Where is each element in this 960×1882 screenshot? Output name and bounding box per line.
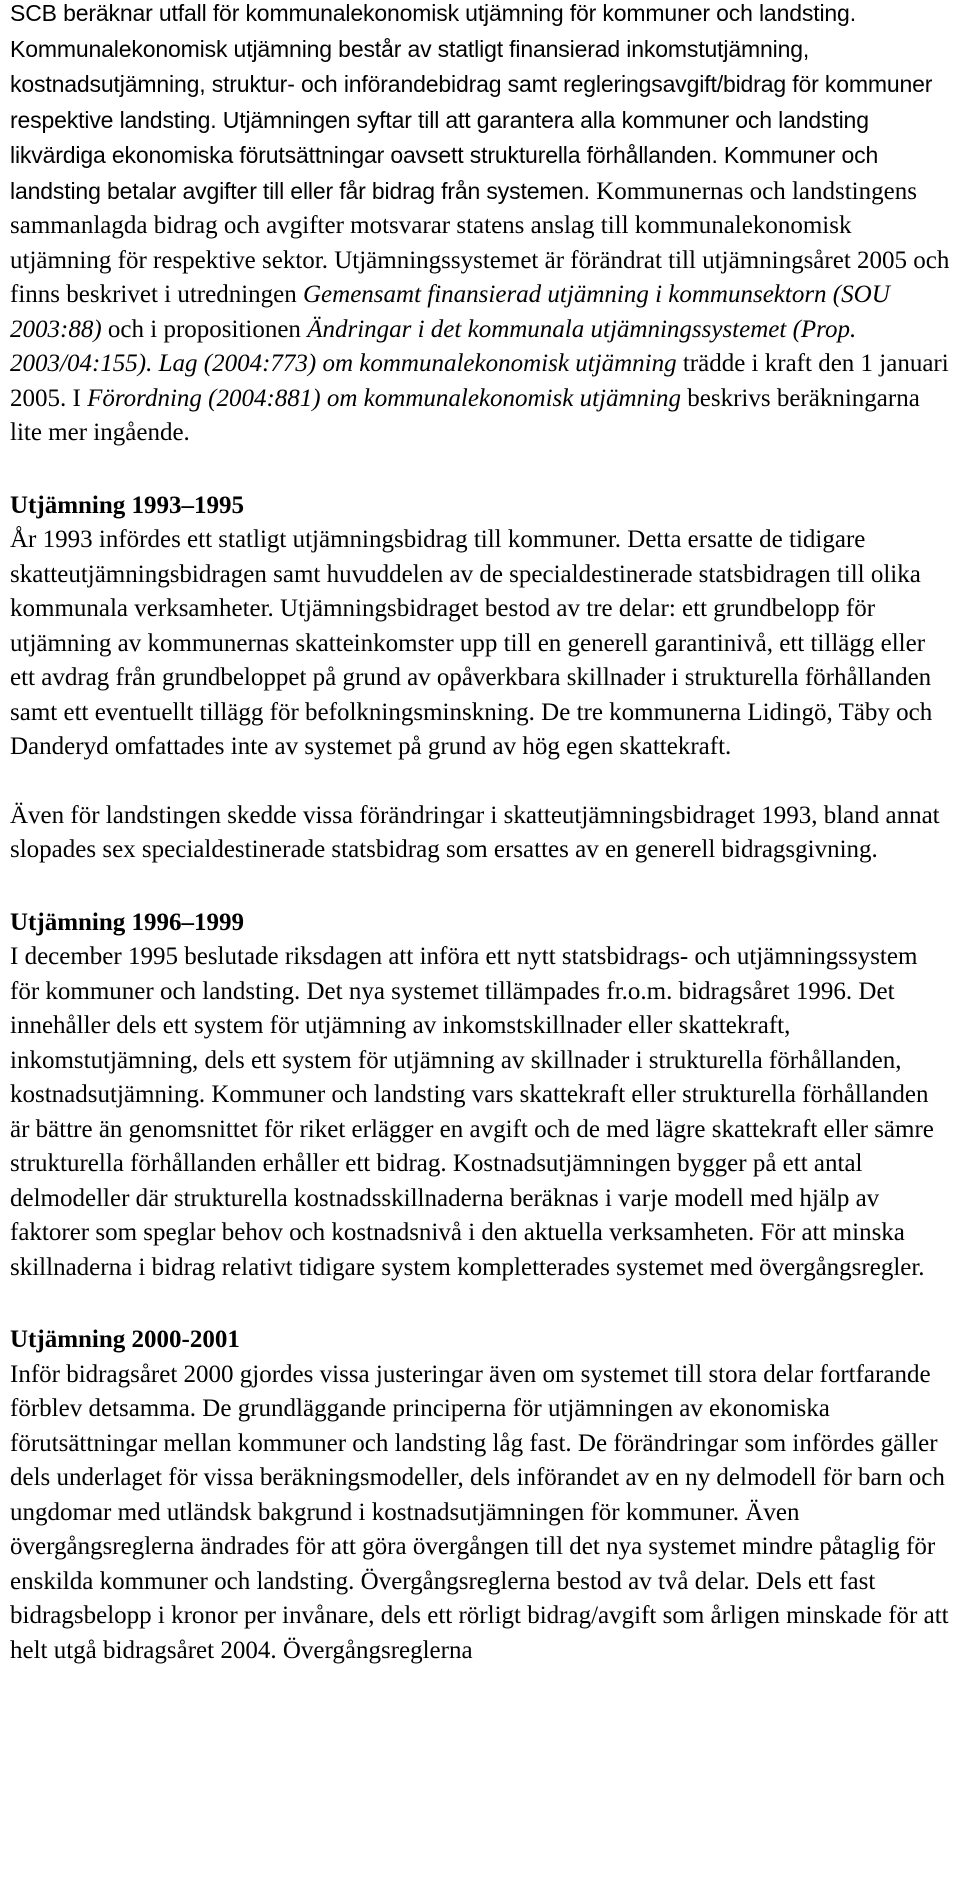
- section-1993-paragraph-2: Även för landstingen skedde vissa förändringar i skatteutjämningsbidraget 1993, bland annat slopades sex specialdestinerade statsbidrag som ersattes av en generell bidragsgivning.: [10, 801, 940, 863]
- intro-serif-text: Kommunernas och landstingens sammanlagda bidrag och avgifter motsvarar statens anslag till kommunalekonomisk utjämning för respektive sektor. Utjämningssystemet är förändrat till utjämningsåret 2005 och finns beskrivet i utredningen: [10, 177, 950, 308]
- section-1993-paragraph-1: År 1993 infördes ett statligt utjämningsbidrag till kommuner. Detta ersatte de tidigare skatteutjämningsbidragen samt huvuddelen av de specialdestinerade statsbidragen till olika kommunala verksamheter. Utjämningsbidraget bestod av tre delar: ett grundbelopp för utjämning av kommunernas skatteinkomster upp till en generell garantinivå, ett tillägg eller ett avdrag från grundbeloppet på grund av opåverkbara skillnader i strukturella förhållanden samt ett eventuellt tillägg för befolkningsminskning. De tre kommunerna Lidingö, Täby och Danderyd omfattades inte av systemet på grund av hög egen skattekraft.: [10, 526, 933, 760]
- intro-tail-text: beskrivs beräkningarna lite mer ingående.: [10, 384, 920, 446]
- intro-paragraph: [10, 0, 950, 451]
- section-heading-1993-1995: Utjämning 1993–1995: [10, 491, 245, 519]
- intro-sans-text: SCB beräknar utfall för kommunalekonomisk utjämning för kommuner och landsting. Kommunalekonomisk utjämning består av statligt finansierad inkomstutjämning, kostnadsutjämning, struktur- och införandebidrag samt regleringsavgift/bidrag för kommuner respektive landsting. Utjämningen syftar till att garantera alla kommuner och landsting likvärdiga ekonomiska förutsättningar oavsett strukturella förhållanden. Kommuner och landsting betalar avgifter till eller får bidrag från systemen.: [10, 0, 933, 204]
- intro-mid-text-1: och i propositionen: [101, 315, 308, 343]
- intro-reference-forordning: Förordning (2004:881) om kommunalekonomisk utjämning: [87, 384, 681, 412]
- intro-mid-text-2: trädde i kraft den 1 januari 2005. I: [10, 350, 949, 412]
- intro-reference-prop-lag: Ändringar i det kommunala utjämningssystemet (Prop. 2003/04:155). Lag (2004:773) om kommunalekonomisk utjämning: [10, 315, 857, 377]
- section-heading-1996-1999: Utjämning 1996–1999: [10, 908, 245, 936]
- section-2000-paragraph-1: Inför bidragsåret 2000 gjordes vissa justeringar även om systemet till stora delar fortfarande förblev detsamma. De grundläggande principerna för utjämningen av ekonomiska förutsättningar mellan kommuner och landsting låg fast. De förändringar som infördes gäller dels underlaget för vissa beräkningsmodeller, dels införandet av en ny delmodell för barn och ungdomar med utländsk bakgrund i kostnadsutjämningen för kommuner. Även övergångsreglerna ändrades för att göra övergången till det nya systemet mindre påtaglig för enskilda kommuner och landsting. Övergångsreglerna bestod av två delar. Dels ett fast bidragsbelopp i kronor per invånare, dels ett rörligt bidrag/avgift som årligen minskade för att helt utgå bidragsåret 2004. Övergångsreglerna: [10, 1360, 949, 1664]
- section-1996-paragraph-1: I december 1995 beslutade riksdagen att införa ett nytt statsbidrags- och utjämningssystem för kommuner och landsting. Det nya systemet tillämpades fr.o.m. bidragsåret 1996. Det innehåller dels ett system för utjämning av inkomstskillnader eller skattekraft, inkomstutjämning, dels ett system för utjämning av skillnader i strukturella förhållanden, kostnadsutjämning. Kommuner och landsting vars skattekraft eller strukturella förhållanden är bättre än genomsnittet för riket erlägger en avgift och de med lägre skattekraft eller sämre strukturella förhållanden erhåller ett bidrag. Kostnadsutjämningen bygger på ett antal delmodeller där strukturella kostnadsskillnaderna beräknas i varje modell med hjälp av faktorer som speglar behov och kostnadsnivå i den aktuella verksamheten. För att minska skillnaderna i bidrag relativt tidigare system kompletterades systemet med övergångsregler.: [10, 943, 934, 1281]
- intro-reference-sou: Gemensamt finansierad utjämning i kommunsektorn (SOU 2003:88): [10, 281, 890, 343]
- section-heading-2000-2001: Utjämning 2000-2001: [10, 1326, 240, 1353]
